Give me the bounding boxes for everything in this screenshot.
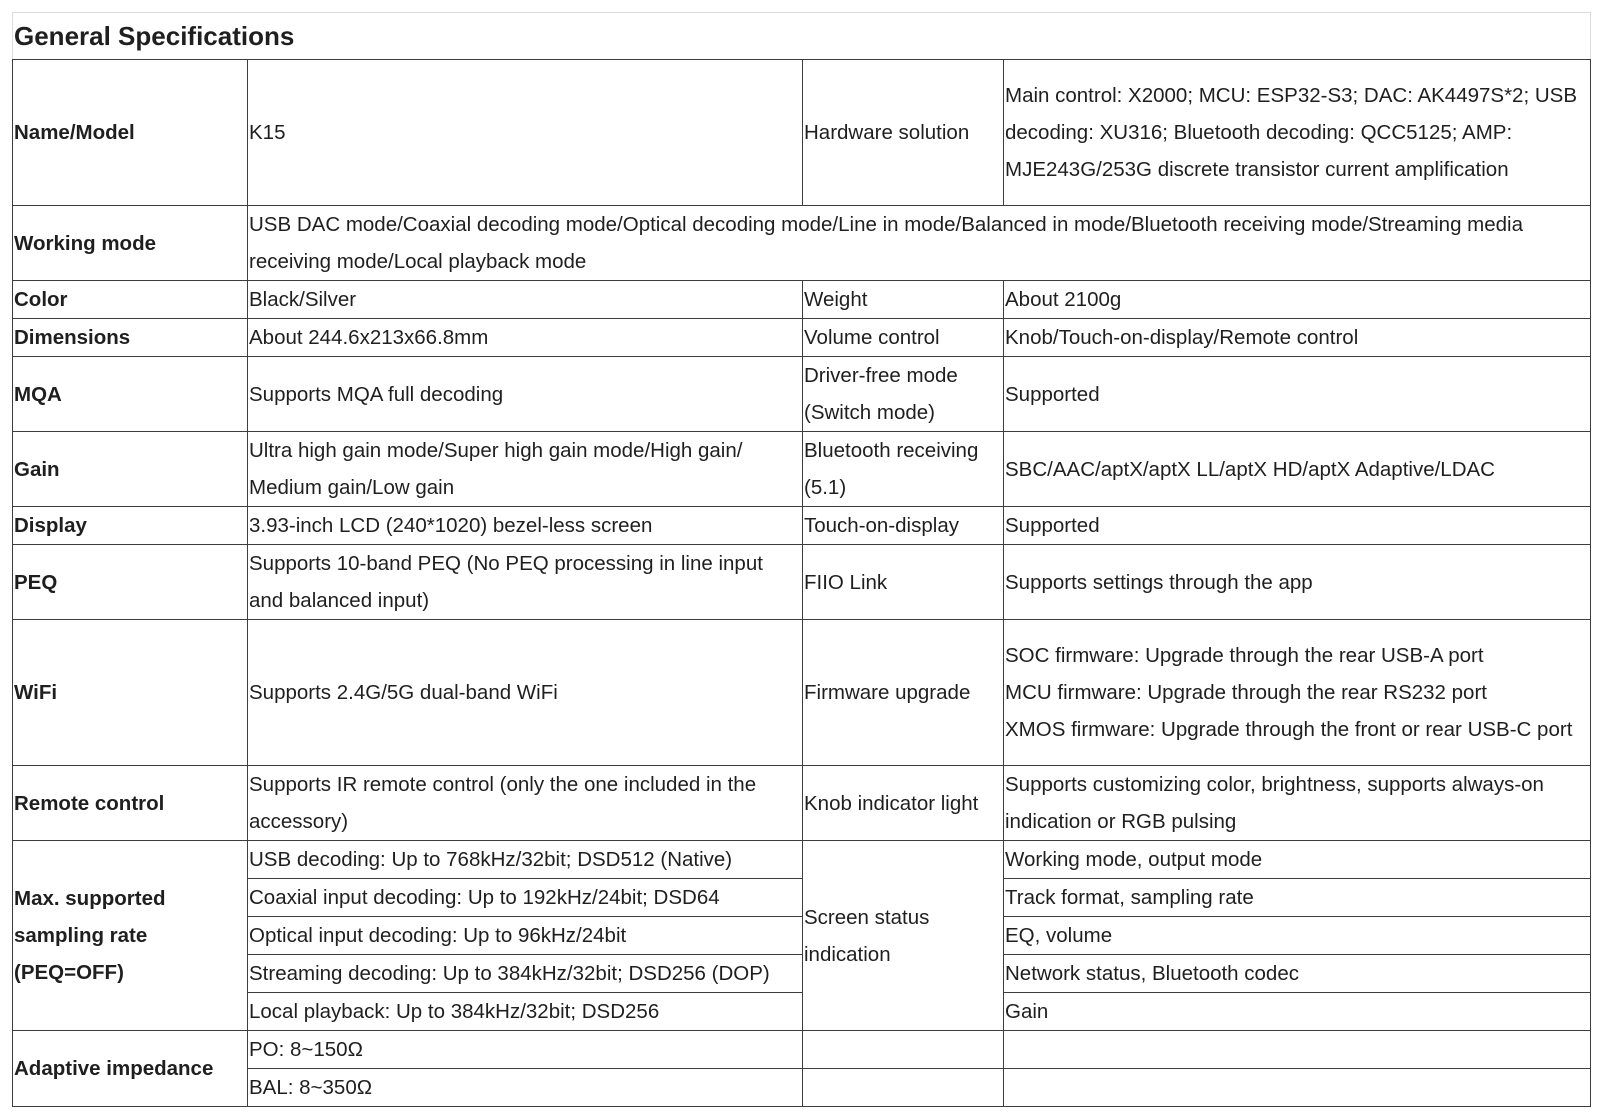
empty-cell bbox=[1004, 1031, 1591, 1069]
spec-label: FIIO Link bbox=[803, 545, 1004, 620]
spec-value: Supports MQA full decoding bbox=[248, 357, 803, 432]
empty-cell bbox=[803, 1031, 1004, 1069]
table-row bbox=[13, 60, 1591, 206]
table-row bbox=[13, 841, 1591, 879]
spec-label: Volume control bbox=[803, 319, 1004, 357]
spec-value: Black/Silver bbox=[248, 281, 803, 319]
spec-value: K15 bbox=[248, 60, 803, 206]
table-row bbox=[13, 357, 1591, 432]
firmware-line: XMOS firmware: Upgrade through the front or rear USB-C port bbox=[1005, 718, 1573, 741]
table-row bbox=[13, 955, 1591, 993]
spec-label: Max. supported sampling rate (PEQ=OFF) bbox=[13, 841, 248, 1031]
spec-table bbox=[12, 12, 1591, 1107]
spec-label: Dimensions bbox=[13, 319, 248, 357]
impedance-item: BAL: 8~350Ω bbox=[248, 1069, 803, 1107]
table-row bbox=[13, 1069, 1591, 1107]
spec-value: Supports settings through the app bbox=[1004, 545, 1591, 620]
spec-value: USB DAC mode/Coaxial decoding mode/Optical decoding mode/Line in mode/Balanced in mode/Bluetooth receiving mode/Streaming media receiving mode/Local playback mode bbox=[248, 206, 1591, 281]
spec-value: Supports customizing color, brightness, supports always-on indication or RGB pulsing bbox=[1004, 766, 1591, 841]
spec-label: Screen status indication bbox=[803, 841, 1004, 1031]
table-row bbox=[13, 432, 1591, 507]
empty-cell bbox=[803, 1069, 1004, 1107]
table-row bbox=[13, 879, 1591, 917]
spec-label: Driver-free mode (Switch mode) bbox=[803, 357, 1004, 432]
table-row bbox=[13, 993, 1591, 1031]
spec-label: MQA bbox=[13, 357, 248, 432]
table-row bbox=[13, 281, 1591, 319]
spec-label: Adaptive impedance bbox=[13, 1031, 248, 1107]
spec-label: Name/Model bbox=[13, 60, 248, 206]
firmware-line: SOC firmware: Upgrade through the rear USB-A port bbox=[1005, 644, 1484, 667]
sampling-item: Streaming decoding: Up to 384kHz/32bit; DSD256 (DOP) bbox=[248, 955, 803, 993]
spec-value: About 244.6x213x66.8mm bbox=[248, 319, 803, 357]
table-row bbox=[13, 917, 1591, 955]
page-title: General Specifications bbox=[13, 13, 1591, 60]
spec-value bbox=[1004, 620, 1591, 766]
spec-sheet bbox=[12, 12, 1590, 1107]
spec-label: Remote control bbox=[13, 766, 248, 841]
title-row bbox=[13, 13, 1591, 60]
spec-label: Working mode bbox=[13, 206, 248, 281]
table-row bbox=[13, 620, 1591, 766]
impedance-item: PO: 8~150Ω bbox=[248, 1031, 803, 1069]
screen-item: EQ, volume bbox=[1004, 917, 1591, 955]
sampling-item: Coaxial input decoding: Up to 192kHz/24bit; DSD64 bbox=[248, 879, 803, 917]
table-row bbox=[13, 1031, 1591, 1069]
spec-label: Knob indicator light bbox=[803, 766, 1004, 841]
spec-value: About 2100g bbox=[1004, 281, 1591, 319]
spec-value: Supported bbox=[1004, 357, 1591, 432]
screen-item: Working mode, output mode bbox=[1004, 841, 1591, 879]
spec-label: Touch-on-display bbox=[803, 507, 1004, 545]
screen-item: Track format, sampling rate bbox=[1004, 879, 1591, 917]
spec-value: Supports 10-band PEQ (No PEQ processing in line input and balanced input) bbox=[248, 545, 803, 620]
empty-cell bbox=[1004, 1069, 1591, 1107]
spec-label: Gain bbox=[13, 432, 248, 507]
spec-label: Firmware upgrade bbox=[803, 620, 1004, 766]
spec-value: Knob/Touch-on-display/Remote control bbox=[1004, 319, 1591, 357]
spec-value: 3.93-inch LCD (240*1020) bezel-less screen bbox=[248, 507, 803, 545]
spec-value: SBC/AAC/aptX/aptX LL/aptX HD/aptX Adaptive/LDAC bbox=[1004, 432, 1591, 507]
spec-value: Main control: X2000; MCU: ESP32-S3; DAC: AK4497S*2; USB decoding: XU316; Bluetooth decoding: QCC5125; AMP: MJE243G/253G discrete transistor current amplification bbox=[1004, 60, 1591, 206]
table-row bbox=[13, 206, 1591, 281]
spec-value: Supports 2.4G/5G dual-band WiFi bbox=[248, 620, 803, 766]
spec-label: Bluetooth receiving (5.1) bbox=[803, 432, 1004, 507]
table-row bbox=[13, 319, 1591, 357]
spec-value: Ultra high gain mode/Super high gain mode/High gain/ Medium gain/Low gain bbox=[248, 432, 803, 507]
spec-label: PEQ bbox=[13, 545, 248, 620]
spec-label: Hardware solution bbox=[803, 60, 1004, 206]
spec-value: Supports IR remote control (only the one included in the accessory) bbox=[248, 766, 803, 841]
table-row bbox=[13, 766, 1591, 841]
spec-label: Weight bbox=[803, 281, 1004, 319]
spec-label: Color bbox=[13, 281, 248, 319]
spec-value: Supported bbox=[1004, 507, 1591, 545]
table-row bbox=[13, 545, 1591, 620]
spec-label: Display bbox=[13, 507, 248, 545]
table-row bbox=[13, 507, 1591, 545]
firmware-line: MCU firmware: Upgrade through the rear RS232 port bbox=[1005, 681, 1487, 704]
sampling-item: USB decoding: Up to 768kHz/32bit; DSD512 (Native) bbox=[248, 841, 803, 879]
screen-item: Network status, Bluetooth codec bbox=[1004, 955, 1591, 993]
sampling-item: Optical input decoding: Up to 96kHz/24bit bbox=[248, 917, 803, 955]
screen-item: Gain bbox=[1004, 993, 1591, 1031]
spec-label: WiFi bbox=[13, 620, 248, 766]
sampling-item: Local playback: Up to 384kHz/32bit; DSD256 bbox=[248, 993, 803, 1031]
